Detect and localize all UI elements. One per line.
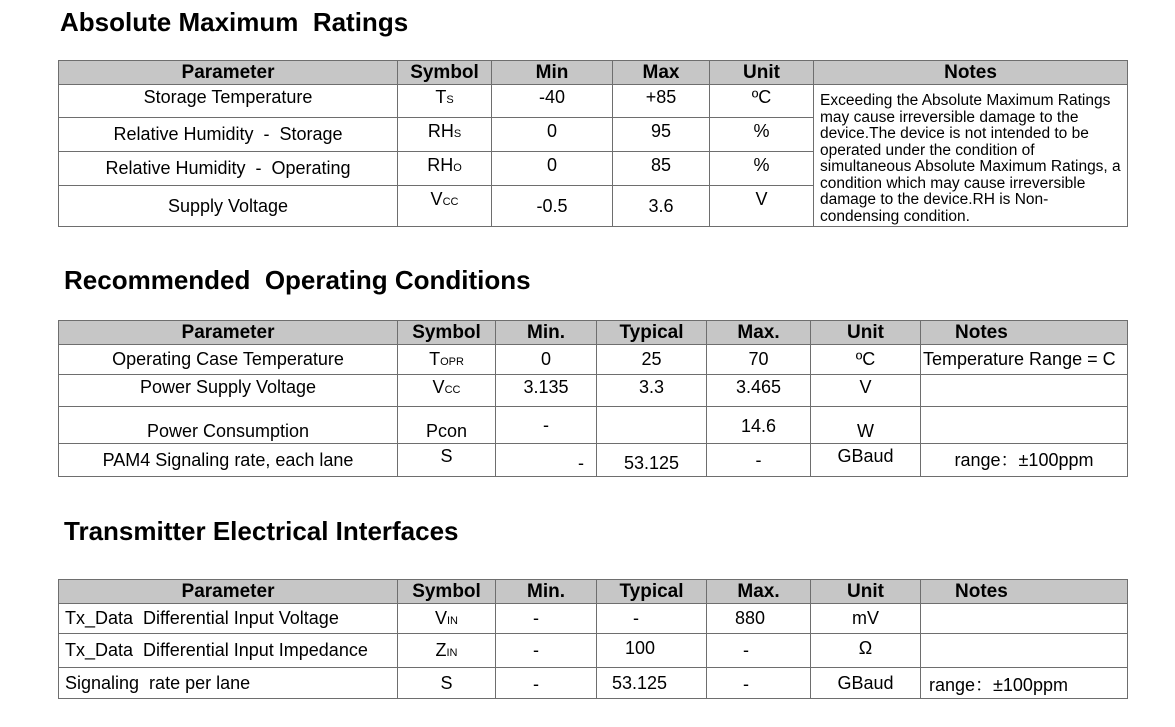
- cell-parameter: Power Supply Voltage: [59, 375, 398, 407]
- cell-symbol: [398, 375, 496, 407]
- col-header-max: Max.: [707, 580, 811, 604]
- col-header-typical: Typical: [597, 580, 707, 604]
- cell-symbol: [398, 407, 496, 444]
- col-header-unit: Unit: [710, 61, 814, 85]
- col-header-max: Max: [613, 61, 710, 85]
- table-row: [59, 604, 1128, 634]
- cell-symbol: [398, 668, 496, 699]
- symbol-main: RH: [427, 121, 454, 141]
- cell-unit: mV: [811, 604, 921, 634]
- cell-typical: 3.3: [597, 375, 707, 407]
- cell-notes: range：±100ppm: [921, 444, 1128, 477]
- col-header-parameter: Parameter: [59, 321, 398, 345]
- cell-unit: V: [811, 375, 921, 407]
- table-header-row: [59, 580, 1128, 604]
- cell-min: -40: [492, 85, 613, 118]
- table-header-row: [59, 321, 1128, 345]
- symbol-main: V: [434, 608, 447, 628]
- symbol-subscript: CC: [444, 384, 461, 396]
- cell-min: -: [496, 668, 597, 699]
- cell-symbol: [398, 345, 496, 375]
- cell-typical: 100: [597, 634, 707, 668]
- cell-unit: Ω: [811, 634, 921, 668]
- cell-typical: 25: [597, 345, 707, 375]
- col-header-typical: Typical: [597, 321, 707, 345]
- cell-max: -: [707, 444, 811, 477]
- cell-typical: 53.125: [597, 668, 707, 699]
- cell-max: 70: [707, 345, 811, 375]
- symbol-subscript: O: [453, 162, 462, 174]
- cell-notes: Temperature Range = C: [921, 345, 1128, 375]
- cell-parameter: Operating Case Temperature: [59, 345, 398, 375]
- col-header-parameter: Parameter: [59, 580, 398, 604]
- symbol-subscript: CC: [442, 196, 459, 208]
- cell-max: -: [707, 668, 811, 699]
- cell-parameter: Tx_Data Differential Input Voltage: [59, 604, 398, 634]
- cell-max: 3.465: [707, 375, 811, 407]
- col-header-notes: Notes: [921, 321, 1128, 345]
- cell-notes: range：±100ppm: [921, 668, 1128, 699]
- symbol-main: S: [440, 446, 453, 466]
- col-header-min: Min.: [496, 321, 597, 345]
- cell-min: 3.135: [496, 375, 597, 407]
- abs-max-table: [58, 60, 1128, 227]
- table-row: [59, 345, 1128, 375]
- cell-parameter: Storage Temperature: [59, 85, 398, 118]
- cell-max: 880: [707, 604, 811, 634]
- symbol-subscript: IN: [447, 615, 458, 627]
- cell-parameter: Supply Voltage: [59, 186, 398, 227]
- table-row: [59, 634, 1128, 668]
- col-header-min: Min: [492, 61, 613, 85]
- col-header-symbol: Symbol: [398, 321, 496, 345]
- col-header-max: Max.: [707, 321, 811, 345]
- cell-max: 95: [613, 118, 710, 152]
- col-header-min: Min.: [496, 580, 597, 604]
- cell-symbol: [398, 186, 492, 227]
- cell-unit: ºC: [811, 345, 921, 375]
- symbol-main: Z: [435, 640, 447, 660]
- cell-notes: [921, 604, 1128, 634]
- cell-typical: 53.125: [597, 444, 707, 477]
- abs-max-title: Absolute Maximum Ratings: [60, 7, 409, 37]
- cell-symbol: [398, 152, 492, 186]
- cell-min: 0: [492, 118, 613, 152]
- table-row: [59, 407, 1128, 444]
- symbol-subscript: S: [446, 94, 454, 106]
- cell-unit: GBaud: [811, 444, 921, 477]
- cell-parameter: Tx_Data Differential Input Impedance: [59, 634, 398, 668]
- cell-parameter: Relative Humidity - Storage: [59, 118, 398, 152]
- cell-symbol: [398, 604, 496, 634]
- cell-unit: V: [710, 186, 814, 227]
- symbol-main: V: [430, 189, 443, 209]
- cell-symbol: [398, 118, 492, 152]
- cell-unit: %: [710, 118, 814, 152]
- cell-min: 0: [492, 152, 613, 186]
- table-row: [59, 85, 1128, 118]
- symbol-subscript: S: [453, 128, 462, 140]
- cell-max: 3.6: [613, 186, 710, 227]
- symbol-main: V: [432, 377, 445, 397]
- tei-title: Transmitter Electrical Interfaces: [64, 516, 459, 546]
- cell-parameter: PAM4 Signaling rate, each lane: [59, 444, 398, 477]
- cell-min: 0: [496, 345, 597, 375]
- symbol-main: T: [429, 349, 441, 369]
- col-header-unit: Unit: [811, 580, 921, 604]
- cell-symbol: [398, 444, 496, 477]
- roc-title: Recommended Operating Conditions: [64, 265, 531, 295]
- cell-parameter: Relative Humidity - Operating: [59, 152, 398, 186]
- roc-table: [58, 320, 1128, 477]
- table-row: [59, 668, 1128, 699]
- cell-unit: W: [811, 407, 921, 444]
- symbol-main: T: [435, 87, 447, 107]
- table-header-row: [59, 61, 1128, 85]
- cell-typical: -: [597, 604, 707, 634]
- cell-min: -0.5: [492, 186, 613, 227]
- cell-unit: GBaud: [811, 668, 921, 699]
- cell-parameter: Power Consumption: [59, 407, 398, 444]
- cell-symbol: [398, 85, 492, 118]
- col-header-notes: Notes: [921, 580, 1128, 604]
- cell-max: +85: [613, 85, 710, 118]
- table-row: [59, 375, 1128, 407]
- cell-unit: %: [710, 152, 814, 186]
- cell-min: -: [496, 604, 597, 634]
- cell-parameter: Signaling rate per lane: [59, 668, 398, 699]
- tei-table: [58, 579, 1128, 699]
- symbol-subscript: IN: [446, 647, 458, 659]
- cell-max: -: [707, 634, 811, 668]
- cell-symbol: [398, 634, 496, 668]
- symbol-main: S: [440, 672, 453, 693]
- col-header-unit: Unit: [811, 321, 921, 345]
- cell-notes: [921, 634, 1128, 668]
- col-header-notes: Notes: [814, 61, 1128, 85]
- symbol-main: Pcon: [425, 421, 468, 441]
- cell-min: -: [496, 634, 597, 668]
- table-row: [59, 444, 1128, 477]
- col-header-symbol: Symbol: [398, 61, 492, 85]
- cell-min: -: [496, 444, 597, 477]
- cell-max: 85: [613, 152, 710, 186]
- cell-unit: ºC: [710, 85, 814, 118]
- cell-typical: [597, 407, 707, 444]
- notes-text: Exceeding the Absolute Maximum Ratings may cause irreversible damage to the device.The device is not intended to be operated under the condition of simultaneous Absolute Maximum Ratings, a condition which may cause irreversible damage to the device.RH is Non-condensing condition.: [820, 92, 1121, 225]
- cell-notes: [921, 375, 1128, 407]
- cell-max: 14.6: [707, 407, 811, 444]
- symbol-subscript: OPR: [440, 356, 464, 368]
- col-header-symbol: Symbol: [398, 580, 496, 604]
- cell-notes: [814, 85, 1128, 227]
- col-header-parameter: Parameter: [59, 61, 398, 85]
- symbol-main: RH: [427, 155, 454, 175]
- cell-min: -: [496, 407, 597, 444]
- cell-notes: [921, 407, 1128, 444]
